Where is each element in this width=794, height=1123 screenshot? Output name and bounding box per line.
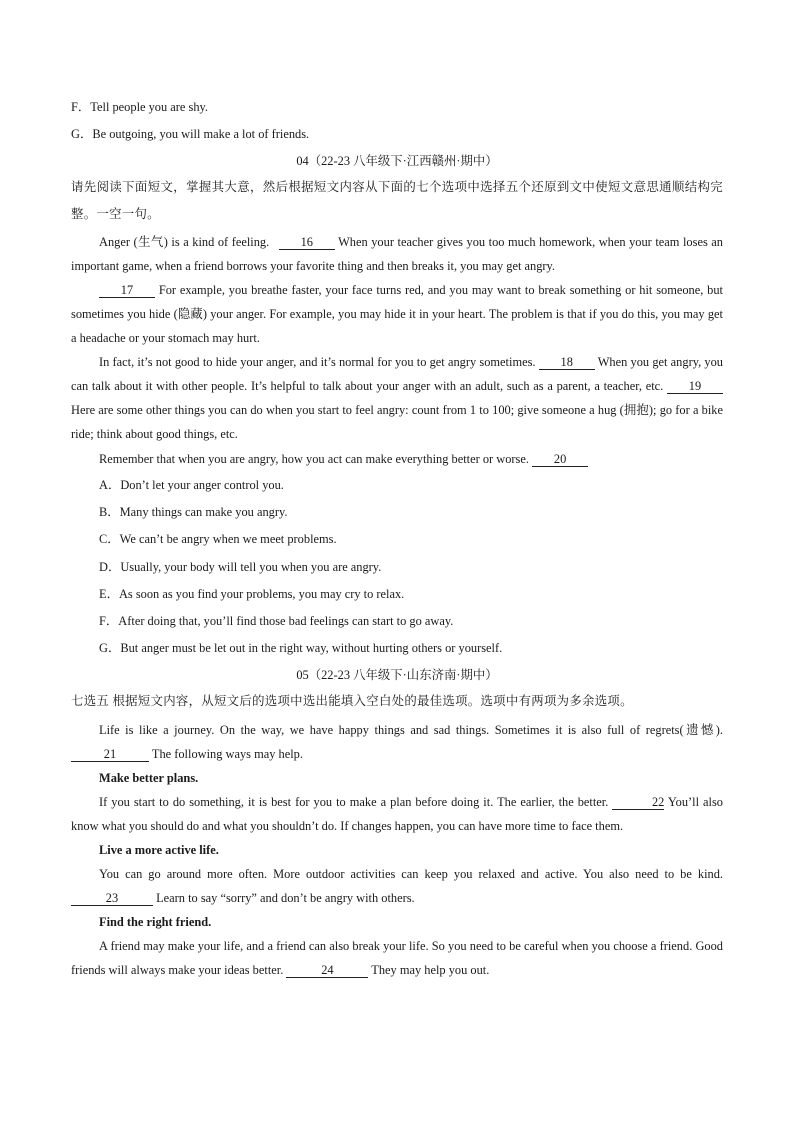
section-05-paragraph-3 — [71, 862, 723, 910]
option-letter: A． — [99, 478, 121, 492]
text: Life is like a journey. On the way, we have happy things and sad things. Sometimes it is also full of regrets(遗憾). — [99, 723, 723, 738]
option-letter: E． — [99, 586, 119, 601]
text: A friend may make your life, and a friend can also break your life. So you need to be careful when you choose a friend. Good friends will always make your ideas better. — [71, 939, 723, 978]
section-05-instruction: 七选五 根据短文内容，从短文后的选项中选出能填入空白处的最佳选项。选项中有两项为多余选项。 — [71, 694, 633, 709]
blank-17[interactable]: 17 — [99, 283, 155, 298]
text: If you start to do something, it is best for you to make a plan before doing it. The earlier, the better. — [99, 795, 609, 810]
section-05-paragraph-1 — [71, 718, 723, 766]
section-04-instruction: 请先阅读下面短文，掌握其大意，然后根据短文内容从下面的七个选项中选择五个还原到文中使短文意思通顺结构完整。一空一句。 — [71, 180, 723, 221]
text: You can go around more often. More outdoor activities can keep you relaxed and active. You also need to be kind. — [99, 867, 723, 882]
text: You’ll also know what you should do and what you shouldn’t do. If changes happen, you can have more time to face them. — [71, 795, 723, 834]
text: When your teacher gives you too much homework, when your team loses an important game, when a friend borrows your favorite thing and then breaks it, you may get angry. — [71, 235, 724, 273]
section-04-paragraph-1 — [71, 230, 723, 278]
option-b — [99, 499, 723, 526]
option-text: After doing that, you’ll find those bad feelings can start to go away. — [118, 613, 454, 628]
option-text: Be outgoing, you will make a lot of friends. — [92, 127, 310, 141]
option-e — [99, 581, 723, 608]
heading-make-better-plans: Make better plans. — [99, 771, 199, 786]
option-text: But anger must be let out in the right way, without hurting others or yourself. — [120, 641, 503, 656]
text: Remember that when you are angry, how you act can make everything better or worse. — [99, 452, 529, 466]
section-04-paragraph-2 — [71, 278, 723, 350]
option-text: Don’t let your anger control you. — [120, 478, 284, 492]
option-d — [99, 554, 723, 581]
blank-23[interactable]: 23 — [71, 891, 153, 906]
blank-21[interactable]: 21 — [71, 747, 149, 762]
option-letter: B． — [99, 505, 120, 520]
blank-18[interactable]: 18 — [539, 355, 595, 370]
option-letter: D． — [99, 559, 121, 574]
text: They may help you out. — [371, 963, 490, 978]
option-c — [99, 526, 723, 553]
option-letter: F． — [71, 100, 91, 114]
option-text: Tell people you are shy. — [90, 100, 209, 114]
option-letter: C． — [99, 532, 120, 547]
section-04-options — [71, 472, 723, 662]
blank-24[interactable]: 24 — [286, 963, 368, 978]
section-05-paragraph-4 — [71, 934, 723, 982]
option-letter: G． — [99, 641, 121, 656]
text: For example, you breathe faster, your face turns red, and you may want to break something or hit someone, but sometimes you hide (隐藏) your anger. For example, you may hide it in your heart. The problem is that if you do this, you may get a headache or your stomach may hurt. — [71, 283, 723, 345]
blank-16[interactable]: 16 — [279, 235, 335, 250]
text: Here are some other things you can do when you start to feel angry: count from 1 to 100; give someone a hug (拥抱); go for a bike ride; think about good things, etc. — [71, 403, 723, 441]
option-text: We can’t be angry when we meet problems. — [119, 532, 337, 547]
text: Learn to say “sorry” and don’t be angry with others. — [156, 891, 415, 906]
text: In fact, it’s not good to hide your anger, and it’s normal for you to get angry sometimes. — [99, 355, 536, 369]
option-a — [99, 472, 723, 499]
section-04-title: 04（22-23 八年级下·江西赣州·期中） — [296, 154, 498, 168]
section-05-paragraph-2 — [71, 790, 723, 838]
blank-19[interactable]: 19 — [667, 379, 723, 394]
section-04-paragraph-4 — [71, 446, 723, 472]
blank-22[interactable]: 22 — [612, 795, 664, 810]
option-text: Many things can make you angry. — [119, 505, 288, 520]
text: Anger (生气) is a kind of feeling. — [99, 235, 270, 249]
blank-20[interactable]: 20 — [532, 452, 588, 467]
heading-find-right-friend: Find the right friend. — [99, 915, 212, 930]
heading-live-active-life: Live a more active life. — [99, 843, 219, 858]
section-04-paragraph-3 — [71, 350, 723, 446]
prev-option-g — [71, 121, 723, 148]
option-g — [99, 635, 723, 662]
option-f — [99, 608, 723, 635]
option-letter: F． — [99, 613, 119, 628]
option-letter: G． — [71, 127, 93, 141]
option-text: As soon as you find your problems, you may cry to relax. — [118, 586, 405, 601]
text: When you get angry, you can talk about it with other people. It’s helpful to talk about your anger with an adult, such as a parent, a teacher, etc. — [71, 355, 723, 393]
section-05-title: 05（22-23 八年级下·山东济南·期中） — [296, 668, 498, 683]
prev-option-f — [71, 94, 723, 121]
text: The following ways may help. — [151, 747, 303, 762]
option-text: Usually, your body will tell you when you are angry. — [120, 559, 382, 574]
